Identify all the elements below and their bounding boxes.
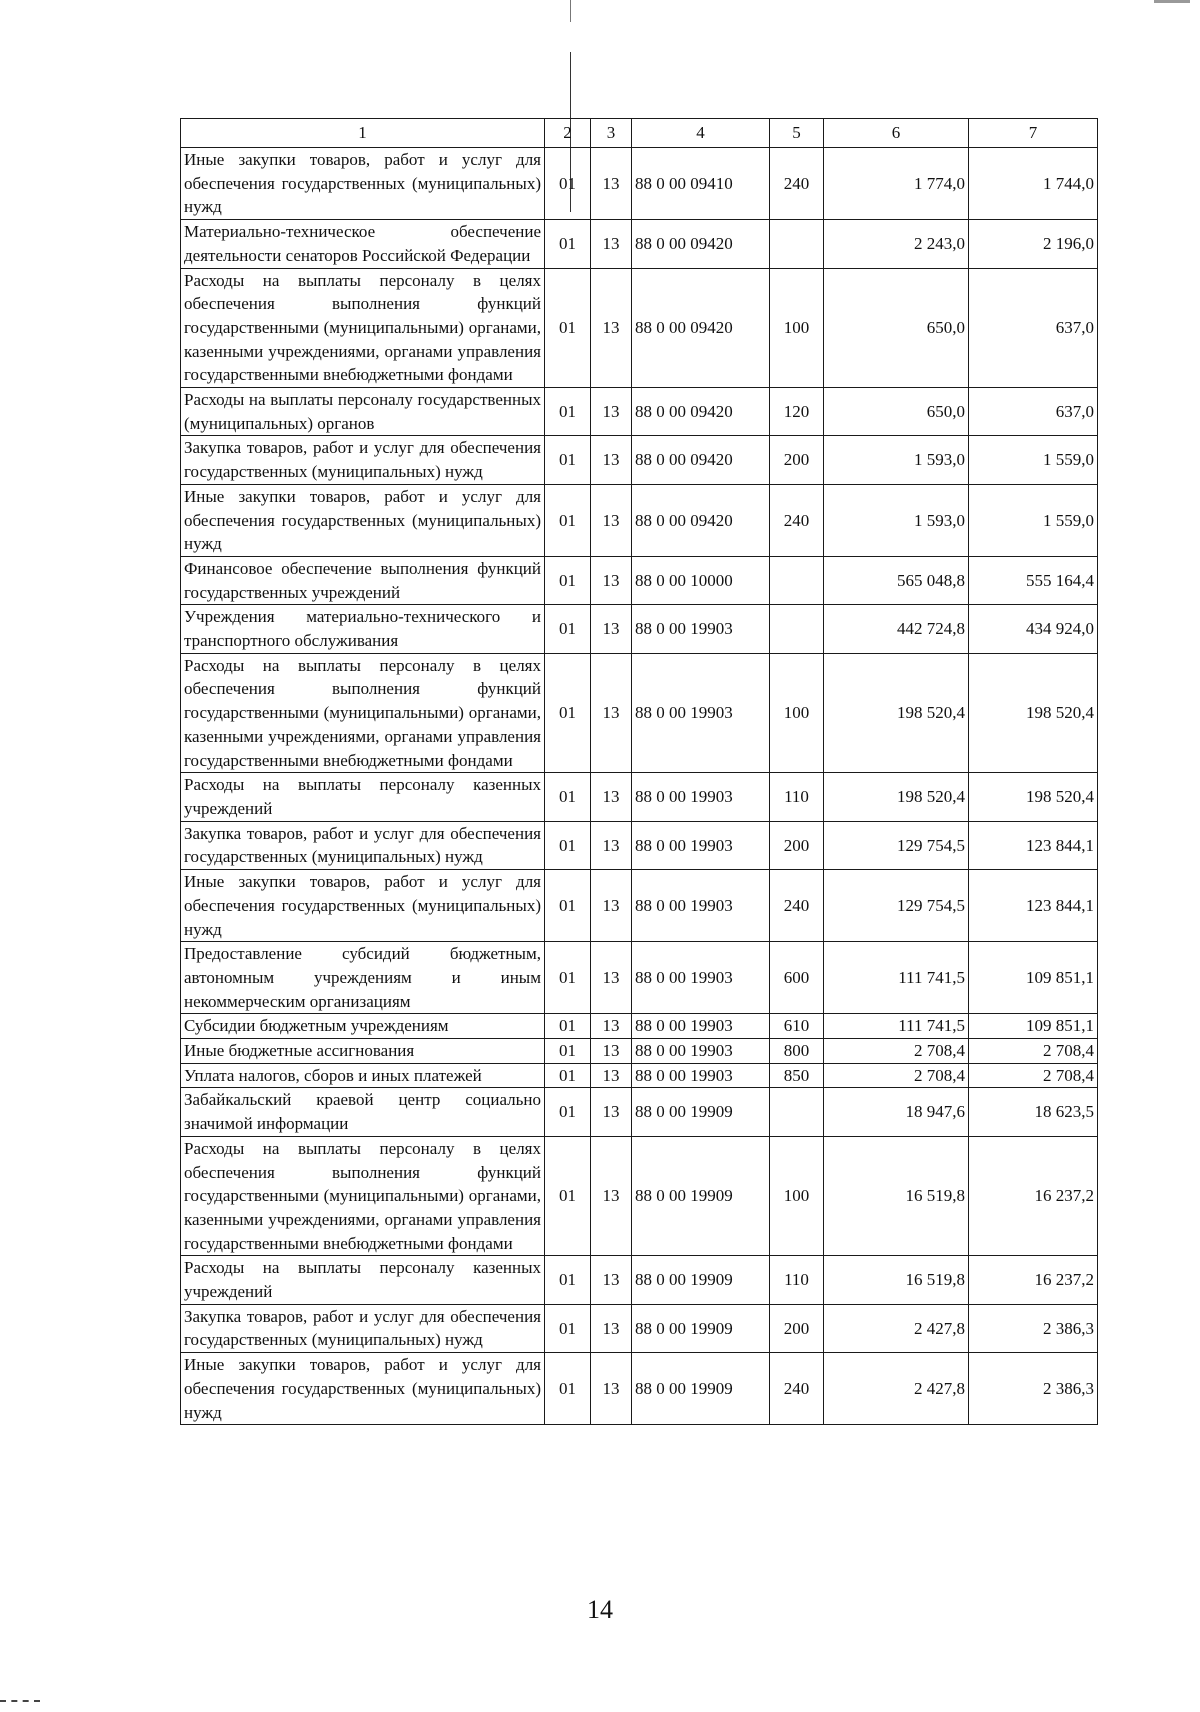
cell-subsection: 13 <box>591 388 632 436</box>
cell-section: 01 <box>545 268 591 388</box>
cell-amount-year1: 198 520,4 <box>824 653 969 773</box>
cell-amount-year1: 1 593,0 <box>824 484 969 556</box>
column-header: 7 <box>969 119 1098 148</box>
cell-target-code: 88 0 00 19903 <box>632 821 770 869</box>
cell-section: 01 <box>545 388 591 436</box>
cell-target-code: 88 0 00 19903 <box>632 1014 770 1039</box>
cell-amount-year1: 111 741,5 <box>824 942 969 1014</box>
cell-name: Расходы на выплаты персоналу в целях обеспечения выполнения функций государственными (муниципальными) органами, казенными учреждениями, органами управления государственными внебюджетными фондами <box>181 653 545 773</box>
cell-name: Предоставление субсидий бюджетным, автономным учреждениям и иным некоммерческим организациям <box>181 942 545 1014</box>
cell-name: Закупка товаров, работ и услуг для обеспечения государственных (муниципальных) нужд <box>181 436 545 484</box>
cell-expense-type <box>770 556 824 604</box>
cell-subsection: 13 <box>591 268 632 388</box>
cell-name: Иные закупки товаров, работ и услуг для обеспечения государственных (муниципальных) нужд <box>181 148 545 220</box>
table-row <box>181 1063 1098 1088</box>
cell-amount-year2: 198 520,4 <box>969 653 1098 773</box>
cell-section: 01 <box>545 870 591 942</box>
cell-amount-year1: 2 708,4 <box>824 1063 969 1088</box>
cell-section: 01 <box>545 942 591 1014</box>
cell-amount-year2: 16 237,2 <box>969 1256 1098 1304</box>
cell-target-code: 88 0 00 10000 <box>632 556 770 604</box>
cell-subsection: 13 <box>591 1136 632 1256</box>
cell-subsection: 13 <box>591 1063 632 1088</box>
cell-amount-year2: 109 851,1 <box>969 942 1098 1014</box>
cell-expense-type: 100 <box>770 653 824 773</box>
cell-section: 01 <box>545 605 591 653</box>
cell-amount-year1: 442 724,8 <box>824 605 969 653</box>
cell-subsection: 13 <box>591 436 632 484</box>
table-row <box>181 773 1098 821</box>
cell-target-code: 88 0 00 19903 <box>632 942 770 1014</box>
cell-amount-year1: 565 048,8 <box>824 556 969 604</box>
cell-amount-year2: 555 164,4 <box>969 556 1098 604</box>
cell-section: 01 <box>545 1014 591 1039</box>
scan-corner-mark <box>1154 0 1190 3</box>
table-row <box>181 148 1098 220</box>
cell-name: Материально-техническое обеспечение деятельности сенаторов Российской Федерации <box>181 220 545 268</box>
cell-section: 01 <box>545 1136 591 1256</box>
cell-subsection: 13 <box>591 1088 632 1136</box>
cell-target-code: 88 0 00 19909 <box>632 1304 770 1352</box>
cell-subsection: 13 <box>591 556 632 604</box>
cell-subsection: 13 <box>591 484 632 556</box>
table-row <box>181 556 1098 604</box>
cell-subsection: 13 <box>591 942 632 1014</box>
cell-target-code: 88 0 00 19903 <box>632 773 770 821</box>
cell-section: 01 <box>545 484 591 556</box>
cell-subsection: 13 <box>591 1304 632 1352</box>
table-row <box>181 484 1098 556</box>
table-row <box>181 1136 1098 1256</box>
cell-name: Расходы на выплаты персоналу в целях обеспечения выполнения функций государственными (муниципальными) органами, казенными учреждениями, органами управления государственными внебюджетными фондами <box>181 1136 545 1256</box>
table-header-row <box>181 119 1098 148</box>
cell-target-code: 88 0 00 09410 <box>632 148 770 220</box>
cell-section: 01 <box>545 1304 591 1352</box>
cell-amount-year1: 2 427,8 <box>824 1353 969 1425</box>
cell-amount-year1: 16 519,8 <box>824 1136 969 1256</box>
cell-amount-year1: 2 427,8 <box>824 1304 969 1352</box>
cell-amount-year2: 109 851,1 <box>969 1014 1098 1039</box>
table-row <box>181 1256 1098 1304</box>
cell-expense-type: 110 <box>770 1256 824 1304</box>
cell-amount-year2: 2 386,3 <box>969 1353 1098 1425</box>
table-row <box>181 605 1098 653</box>
cell-expense-type: 800 <box>770 1039 824 1064</box>
cell-name: Учреждения материально-технического и транспортного обслуживания <box>181 605 545 653</box>
cell-amount-year2: 2 196,0 <box>969 220 1098 268</box>
cell-expense-type: 120 <box>770 388 824 436</box>
cell-target-code: 88 0 00 09420 <box>632 220 770 268</box>
cell-expense-type: 100 <box>770 268 824 388</box>
cell-section: 01 <box>545 773 591 821</box>
cell-section: 01 <box>545 1088 591 1136</box>
cell-amount-year1: 129 754,5 <box>824 821 969 869</box>
cell-subsection: 13 <box>591 1256 632 1304</box>
cell-amount-year1: 2 243,0 <box>824 220 969 268</box>
cell-target-code: 88 0 00 19909 <box>632 1088 770 1136</box>
cell-amount-year2: 123 844,1 <box>969 870 1098 942</box>
cell-subsection: 13 <box>591 1039 632 1064</box>
cell-target-code: 88 0 00 19903 <box>632 605 770 653</box>
cell-name: Расходы на выплаты персоналу казенных учреждений <box>181 773 545 821</box>
table-row <box>181 653 1098 773</box>
cell-expense-type: 610 <box>770 1014 824 1039</box>
cell-section: 01 <box>545 1063 591 1088</box>
cell-subsection: 13 <box>591 605 632 653</box>
cell-target-code: 88 0 00 09420 <box>632 268 770 388</box>
table-row <box>181 870 1098 942</box>
cell-name: Субсидии бюджетным учреждениям <box>181 1014 545 1039</box>
table-row <box>181 942 1098 1014</box>
cell-section: 01 <box>545 821 591 869</box>
cell-target-code: 88 0 00 19903 <box>632 870 770 942</box>
cell-expense-type: 850 <box>770 1063 824 1088</box>
table-row <box>181 268 1098 388</box>
cell-section: 01 <box>545 653 591 773</box>
table-row <box>181 1039 1098 1064</box>
cell-expense-type: 240 <box>770 148 824 220</box>
cell-amount-year2: 637,0 <box>969 388 1098 436</box>
cell-expense-type: 240 <box>770 484 824 556</box>
cell-target-code: 88 0 00 09420 <box>632 484 770 556</box>
column-header: 6 <box>824 119 969 148</box>
cell-name: Расходы на выплаты персоналу в целях обеспечения выполнения функций государственными (муниципальными) органами, казенными учреждениями, органами управления государственными внебюджетными фондами <box>181 268 545 388</box>
cell-section: 01 <box>545 1353 591 1425</box>
table-row <box>181 220 1098 268</box>
cell-target-code: 88 0 00 09420 <box>632 388 770 436</box>
cell-target-code: 88 0 00 19909 <box>632 1353 770 1425</box>
page-number: 14 <box>587 1595 613 1624</box>
cell-amount-year2: 123 844,1 <box>969 821 1098 869</box>
column-header: 3 <box>591 119 632 148</box>
cell-amount-year2: 16 237,2 <box>969 1136 1098 1256</box>
cell-expense-type: 200 <box>770 436 824 484</box>
cell-amount-year1: 1 774,0 <box>824 148 969 220</box>
cell-amount-year1: 650,0 <box>824 388 969 436</box>
column-header: 5 <box>770 119 824 148</box>
cell-name: Закупка товаров, работ и услуг для обеспечения государственных (муниципальных) нужд <box>181 1304 545 1352</box>
cell-subsection: 13 <box>591 870 632 942</box>
cell-expense-type: 200 <box>770 821 824 869</box>
cell-section: 01 <box>545 556 591 604</box>
cell-expense-type <box>770 605 824 653</box>
cell-amount-year2: 1 559,0 <box>969 484 1098 556</box>
table-row <box>181 1304 1098 1352</box>
cell-amount-year1: 650,0 <box>824 268 969 388</box>
cell-amount-year2: 434 924,0 <box>969 605 1098 653</box>
cell-expense-type: 600 <box>770 942 824 1014</box>
scan-fold-mark <box>570 0 571 22</box>
cell-subsection: 13 <box>591 821 632 869</box>
cell-expense-type: 100 <box>770 1136 824 1256</box>
cell-section: 01 <box>545 148 591 220</box>
cell-amount-year2: 2 386,3 <box>969 1304 1098 1352</box>
cell-subsection: 13 <box>591 1014 632 1039</box>
cell-amount-year2: 2 708,4 <box>969 1063 1098 1088</box>
cell-target-code: 88 0 00 19903 <box>632 653 770 773</box>
cell-subsection: 13 <box>591 653 632 773</box>
cell-amount-year1: 18 947,6 <box>824 1088 969 1136</box>
cell-name: Иные бюджетные ассигнования <box>181 1039 545 1064</box>
table-row <box>181 821 1098 869</box>
cell-name: Уплата налогов, сборов и иных платежей <box>181 1063 545 1088</box>
cell-amount-year1: 111 741,5 <box>824 1014 969 1039</box>
cell-section: 01 <box>545 436 591 484</box>
cell-amount-year1: 1 593,0 <box>824 436 969 484</box>
cell-name: Иные закупки товаров, работ и услуг для обеспечения государственных (муниципальных) нужд <box>181 484 545 556</box>
cell-subsection: 13 <box>591 220 632 268</box>
column-header: 1 <box>181 119 545 148</box>
table-row <box>181 1353 1098 1425</box>
cell-name: Расходы на выплаты персоналу казенных учреждений <box>181 1256 545 1304</box>
cell-name: Закупка товаров, работ и услуг для обеспечения государственных (муниципальных) нужд <box>181 821 545 869</box>
cell-section: 01 <box>545 1256 591 1304</box>
cell-amount-year2: 1 559,0 <box>969 436 1098 484</box>
cell-subsection: 13 <box>591 1353 632 1425</box>
cell-name: Забайкальский краевой центр социально значимой информации <box>181 1088 545 1136</box>
cell-name: Финансовое обеспечение выполнения функций государственных учреждений <box>181 556 545 604</box>
cell-name: Расходы на выплаты персоналу государственных (муниципальных) органов <box>181 388 545 436</box>
scan-bottom-mark <box>0 1700 40 1706</box>
table-row <box>181 436 1098 484</box>
cell-amount-year2: 198 520,4 <box>969 773 1098 821</box>
table-row <box>181 388 1098 436</box>
cell-target-code: 88 0 00 19903 <box>632 1063 770 1088</box>
cell-name: Иные закупки товаров, работ и услуг для обеспечения государственных (муниципальных) нужд <box>181 870 545 942</box>
cell-amount-year2: 18 623,5 <box>969 1088 1098 1136</box>
cell-expense-type <box>770 220 824 268</box>
cell-name: Иные закупки товаров, работ и услуг для обеспечения государственных (муниципальных) нужд <box>181 1353 545 1425</box>
cell-amount-year1: 2 708,4 <box>824 1039 969 1064</box>
cell-expense-type <box>770 1088 824 1136</box>
cell-amount-year1: 198 520,4 <box>824 773 969 821</box>
cell-expense-type: 240 <box>770 1353 824 1425</box>
cell-subsection: 13 <box>591 148 632 220</box>
cell-section: 01 <box>545 220 591 268</box>
cell-target-code: 88 0 00 19903 <box>632 1039 770 1064</box>
cell-expense-type: 240 <box>770 870 824 942</box>
cell-target-code: 88 0 00 19909 <box>632 1136 770 1256</box>
column-header: 2 <box>545 119 591 148</box>
cell-expense-type: 110 <box>770 773 824 821</box>
cell-subsection: 13 <box>591 773 632 821</box>
column-header: 4 <box>632 119 770 148</box>
cell-amount-year1: 16 519,8 <box>824 1256 969 1304</box>
table-row <box>181 1088 1098 1136</box>
cell-section: 01 <box>545 1039 591 1064</box>
cell-amount-year1: 129 754,5 <box>824 870 969 942</box>
budget-table <box>180 118 1098 1425</box>
cell-amount-year2: 1 744,0 <box>969 148 1098 220</box>
cell-target-code: 88 0 00 09420 <box>632 436 770 484</box>
cell-amount-year2: 2 708,4 <box>969 1039 1098 1064</box>
table-row <box>181 1014 1098 1039</box>
cell-target-code: 88 0 00 19909 <box>632 1256 770 1304</box>
cell-expense-type: 200 <box>770 1304 824 1352</box>
cell-amount-year2: 637,0 <box>969 268 1098 388</box>
